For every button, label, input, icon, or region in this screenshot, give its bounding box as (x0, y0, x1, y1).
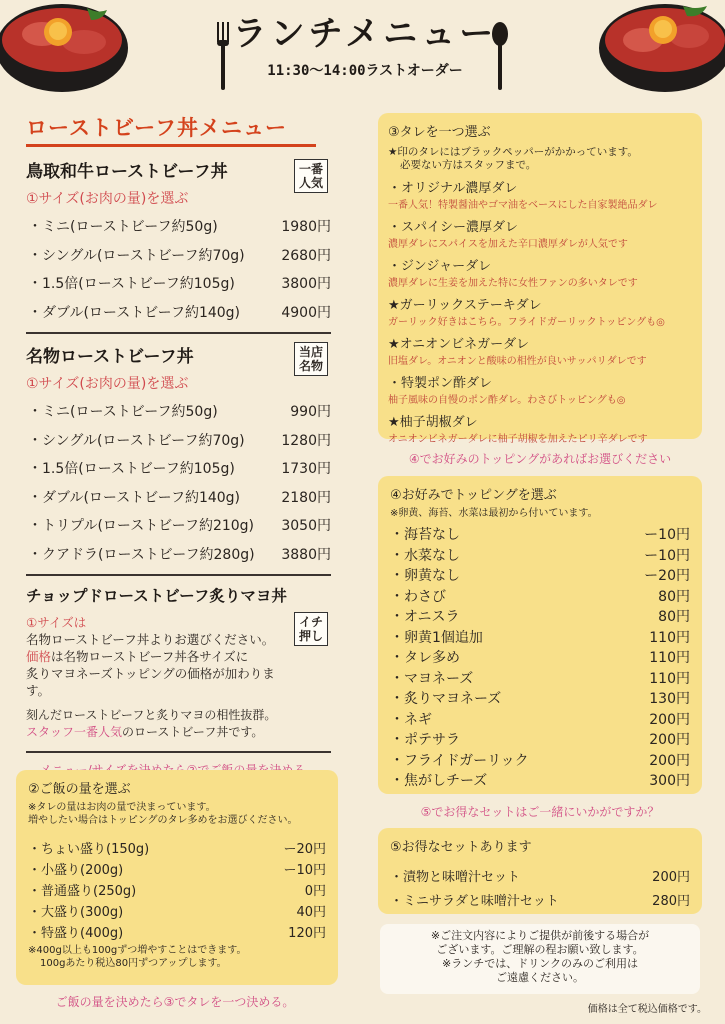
tare-box (378, 113, 702, 445)
section-title: 名物ローストビーフ丼 (26, 347, 194, 367)
set-row[interactable]: ・漬物と味噌汁セット 200円 (390, 869, 690, 885)
tare-option[interactable]: ★オニオンビネガーダレ 旧塩ダレ。オニオンと酸味の相性が良いサッパリダレです (388, 337, 647, 367)
menu-row[interactable]: ・ミニ(ローストビーフ約50g) 990円 (28, 404, 331, 421)
tare-option[interactable]: ・スパイシー濃厚ダレ 濃厚ダレにスパイスを加えた辛口濃厚ダレが人気です (388, 220, 628, 250)
roast-beef-bowl-image (0, 0, 132, 100)
header (210, 12, 520, 92)
rice-note: ※タレの量はお肉の量で決まっています。 増やしたい場合はトッピングのタレ多めをお選びください。 (28, 802, 298, 826)
topping-note: ※卵黄、海苔、水菜は最初から付いています。 (390, 508, 598, 519)
left-column (26, 112, 338, 778)
rice-list (28, 837, 326, 942)
menu-row[interactable]: ・シングル(ローストビーフ約70g) 2680円 (28, 247, 331, 264)
tare-heading: ③タレを一つ選ぶ (388, 125, 491, 140)
topping-row[interactable]: ・海苔なし ー10円 (390, 527, 690, 544)
rice-row[interactable]: ・普通盛り(250g) 0円 (28, 884, 326, 899)
tare-option[interactable]: ・ジンジャーダレ 濃厚ダレに生姜を加えた特に女性ファンの多いタレです (388, 259, 638, 289)
guide-note: ⑤でお得なセットはご一緒にいかがですか？ (420, 805, 660, 819)
section-title: 鳥取和牛ローストビーフ丼 (26, 162, 228, 182)
topping-row[interactable]: ・水菜なし ー10円 (390, 547, 690, 564)
step-size: ①サイズ(お肉の量)を選ぶ (26, 376, 189, 392)
badge-house-specialty: 当店名物 (294, 342, 328, 376)
tare-option[interactable]: ★柚子胡椒ダレ オニオンビネガーダレに柚子胡椒を加えたピリ辛ダレです (388, 415, 648, 445)
tare-option[interactable]: ・特製ポン酢ダレ 柚子風味の自慢のポン酢ダレ。わさびトッピングも◎ (388, 376, 626, 406)
topping-row[interactable]: ・焦がしチーズ 300円 (390, 773, 690, 790)
rice-box (16, 770, 338, 985)
badge-recommended: イチ押し (294, 612, 328, 646)
menu-row[interactable]: ・1.5倍(ローストビーフ約105g) 3800円 (28, 276, 331, 293)
section-tottori (26, 157, 338, 326)
topping-row[interactable]: ・ネギ 200円 (390, 711, 690, 728)
section-meibutsu (26, 342, 338, 568)
order-notice: ※ご注文内容によりご提供が前後する場合が ございます。ご理解の程お願い致します。 ※ランチでは、ドリンクのみのご利用は ご遠慮ください。 (380, 924, 700, 994)
tax-note: 価格は全て税込価格です。 (587, 1004, 707, 1015)
set-box (378, 828, 702, 914)
tare-option[interactable]: ・オリジナル濃厚ダレ 一番人気！特製醤油やゴマ油をベースにした自家製絶品ダレ (388, 181, 658, 211)
set-heading: ⑤お得なセットあります (390, 840, 532, 855)
menu-row[interactable]: ・ミニ(ローストビーフ約50g) 1980円 (28, 219, 331, 236)
menu-row[interactable]: ・クアドラ(ローストビーフ約280g) 3880円 (28, 546, 331, 563)
tare-option[interactable]: ★ガーリックステーキダレ ガーリック好きはこちら。フライドガーリックトッピングも◎ (388, 298, 665, 328)
step-size: ①サイズ(お肉の量)を選ぶ (26, 191, 189, 207)
guide-note: ④でお好みのトッピングがあればお選びください (408, 452, 672, 466)
topping-row[interactable]: ・フライドガーリック 200円 (390, 752, 690, 769)
size-list (26, 397, 331, 568)
topping-row[interactable]: ・タレ多め 110円 (390, 650, 690, 667)
guide-note: ご飯の量を決めたら③でタレを一つ決める。 (55, 995, 295, 1009)
topping-heading: ④お好みでトッピングを選ぶ (390, 488, 557, 503)
roast-beef-bowl-image (595, 0, 725, 100)
rice-row[interactable]: ・大盛り(300g) 40円 (28, 905, 326, 920)
menu-row[interactable]: ・シングル(ローストビーフ約70g) 1280円 (28, 432, 331, 449)
topping-list (390, 524, 690, 791)
rice-footnote: ※400g以上も100gずつ増やすことはできます。 100gあたり税込80円ずつアップします。 (28, 945, 247, 969)
divider (26, 574, 331, 576)
divider (26, 751, 331, 753)
menu-row[interactable]: ・ダブル(ローストビーフ約140g) 2180円 (28, 489, 331, 506)
size-list (26, 212, 331, 326)
section-title: チョップドローストビーフ炙りマヨ丼 (26, 587, 287, 605)
section-chopped (26, 584, 338, 741)
last-order-time: 11:30〜14:00ラストオーダー (267, 63, 463, 79)
rice-row[interactable]: ・特盛り(400g) 120円 (28, 926, 326, 941)
badge-most-popular: 一番人気 (294, 159, 328, 193)
topping-row[interactable]: ・卵黄なし ー20円 (390, 568, 690, 585)
topping-row[interactable]: ・卵黄1個追加 110円 (390, 629, 690, 646)
chopped-description: 刻んだローストビーフと炙りマヨの相性抜群。 スタッフ一番人気のローストビーフ丼です。 (26, 708, 277, 739)
rice-heading: ②ご飯の量を選ぶ (28, 782, 131, 797)
menu-row[interactable]: ・ダブル(ローストビーフ約140g) 4900円 (28, 304, 331, 321)
chopped-size-note: ①サイズは 名物ローストビーフ丼よりお選びください。 価格は名物ローストビーフ丼各サイズに 炙りマヨネーズトッピングの価格が加わります。 (26, 615, 275, 698)
set-row[interactable]: ・ミニサラダと味噌汁セット 280円 (390, 893, 690, 909)
topping-row[interactable]: ・炙りマヨネーズ 130円 (390, 691, 690, 708)
divider (26, 332, 331, 334)
page-title: ランチメニュー (232, 14, 498, 54)
main-heading: ローストビーフ丼メニュー (26, 112, 316, 147)
topping-row[interactable]: ・わさび 80円 (390, 588, 690, 605)
rice-row[interactable]: ・小盛り(200g) ー10円 (28, 863, 326, 878)
rice-row[interactable]: ・ちょい盛り(150g) ー20円 (28, 842, 326, 857)
topping-row[interactable]: ・オニスラ 80円 (390, 609, 690, 626)
topping-row[interactable]: ・ポテサラ 200円 (390, 732, 690, 749)
menu-row[interactable]: ・トリプル(ローストビーフ約210g) 3050円 (28, 518, 331, 535)
tare-note: ★印のタレにはブラックペッパーがかかっています。 必要ない方はスタッフまで。 (388, 146, 638, 171)
topping-box (378, 476, 702, 794)
set-list (390, 863, 690, 911)
menu-row[interactable]: ・1.5倍(ローストビーフ約105g) 1730円 (28, 461, 331, 478)
topping-row[interactable]: ・マヨネーズ 110円 (390, 670, 690, 687)
